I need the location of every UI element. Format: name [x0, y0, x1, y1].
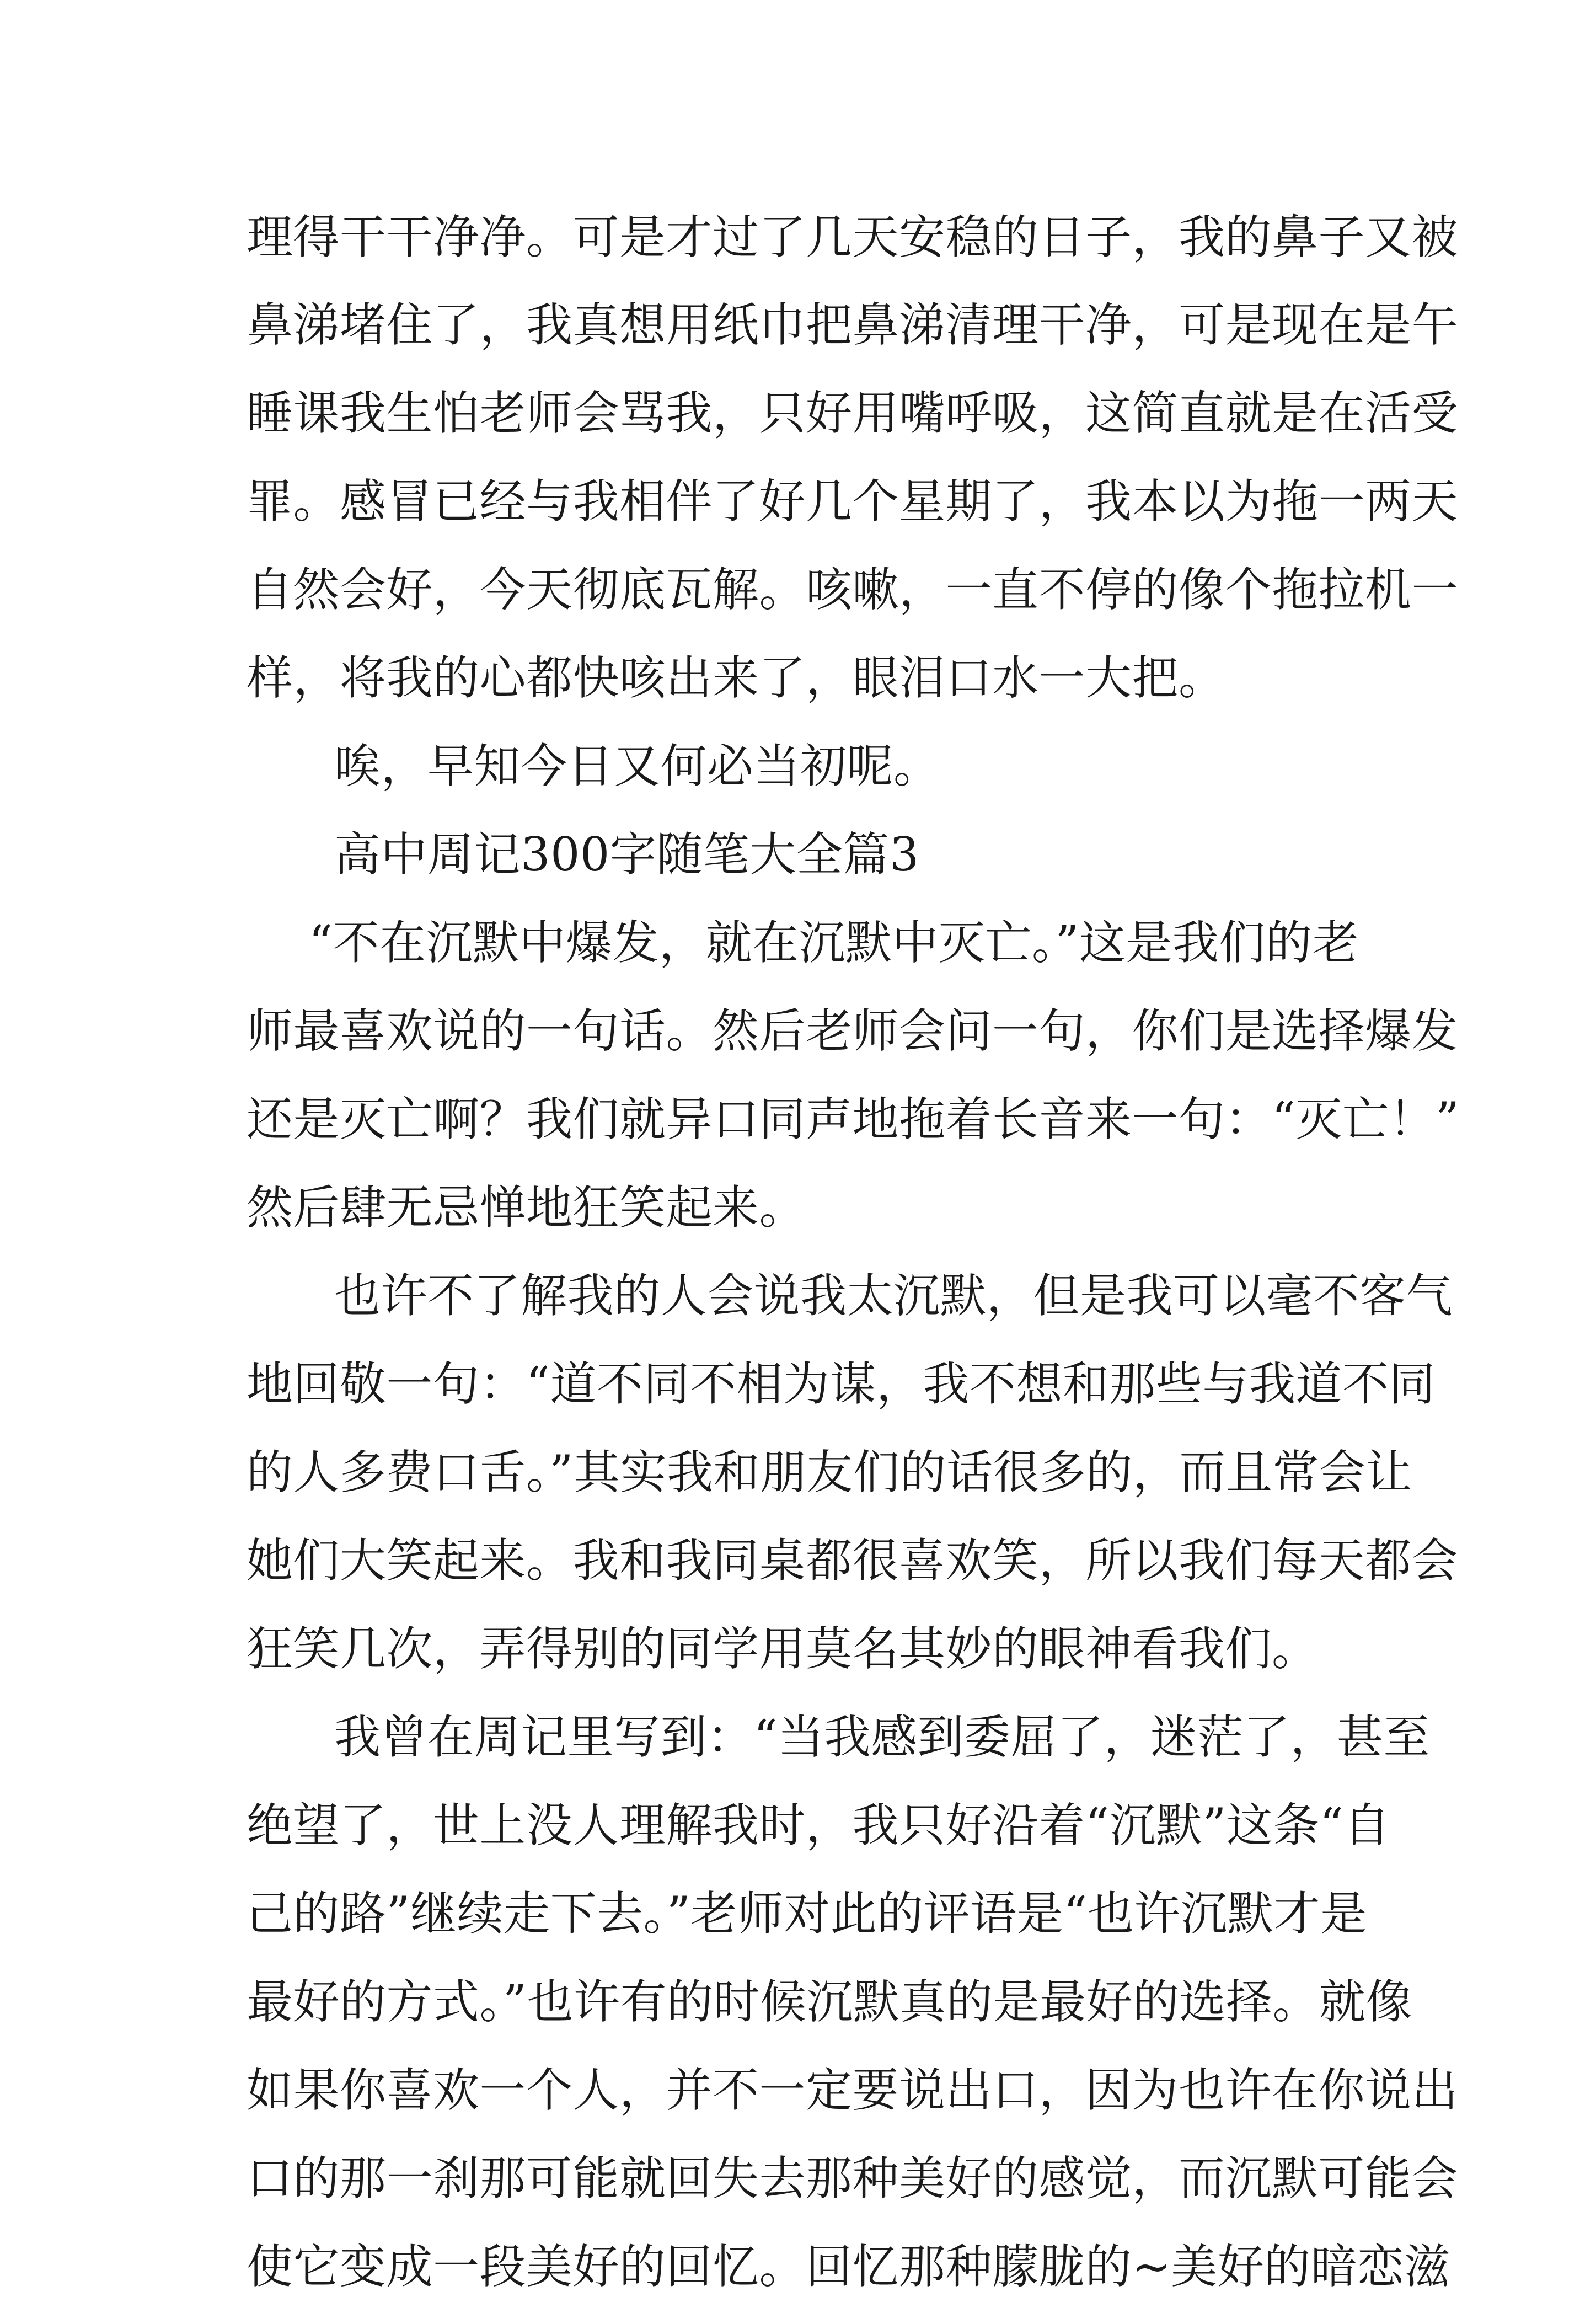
text-line: 我曾在周记里写到：“当我感到委屈了，迷茫了，甚至 [334, 1710, 1430, 1764]
text-line: 绝望了，世上没人理解我时，我只好沿着“沉默”这条“自 [247, 1798, 1390, 1852]
section-heading: 高中周记300字随笔大全篇3 [334, 827, 919, 882]
text-line: 己的路”继续走下去。”老师对此的评语是“也许沉默才是 [247, 1887, 1367, 1941]
text-line: 还是灭亡啊？我们就异口同声地拖着长音来一句：“灭亡！” [247, 1092, 1460, 1146]
text-line: 狂笑几次，弄得别的同学用莫名其妙的眼神看我们。 [247, 1622, 1319, 1676]
text-line: 她们大笑起来。我和我同桌都很喜欢笑，所以我们每天都会 [247, 1534, 1459, 1588]
text-line: 鼻涕堵住了，我真想用纸巾把鼻涕清理干净，可是现在是午 [247, 298, 1459, 352]
text-line: 地回敬一句：“道不同不相为谋，我不想和那些与我道不同 [247, 1357, 1436, 1411]
text-line: 口的那一刹那可能就回失去那种美好的感觉，而沉默可能会 [247, 2151, 1459, 2205]
text-line: “不在沉默中爆发，就在沉默中灭亡。”这是我们的老 [309, 916, 1359, 970]
text-line: 如果你喜欢一个人，并不一定要说出口，因为也许在你说出 [247, 2063, 1459, 2117]
text-line: 唉，早知今日又何必当初呢。 [334, 739, 940, 793]
text-line: 理得干干净净。可是才过了几天安稳的日子，我的鼻子又被 [247, 210, 1459, 264]
text-line: 最好的方式。”也许有的时候沉默真的是最好的选择。就像 [247, 1975, 1412, 2029]
text-line: 使它变成一段美好的回忆。回忆那种朦胧的~美好的暗恋滋 [247, 2240, 1451, 2294]
text-line: 然后肆无忌惮地狂笑起来。 [247, 1180, 806, 1235]
text-line: 睡课我生怕老师会骂我，只好用嘴呼吸，这简直就是在活受 [247, 386, 1459, 440]
text-line: 的人多费口舌。”其实我和朋友们的话很多的，而且常会让 [247, 1445, 1412, 1499]
text-line: 样，将我的心都快咳出来了，眼泪口水一大把。 [247, 651, 1225, 705]
text-line: 罪。感冒已经与我相伴了好几个星期了，我本以为拖一两天 [247, 474, 1459, 528]
text-line: 师最喜欢说的一句话。然后老师会问一句，你们是选择爆发 [247, 1004, 1459, 1058]
text-line: 也许不了解我的人会说我太沉默，但是我可以毫不客气 [334, 1269, 1453, 1323]
text-line: 自然会好，今天彻底瓦解。咳嗽，一直不停的像个拖拉机一 [247, 563, 1459, 617]
